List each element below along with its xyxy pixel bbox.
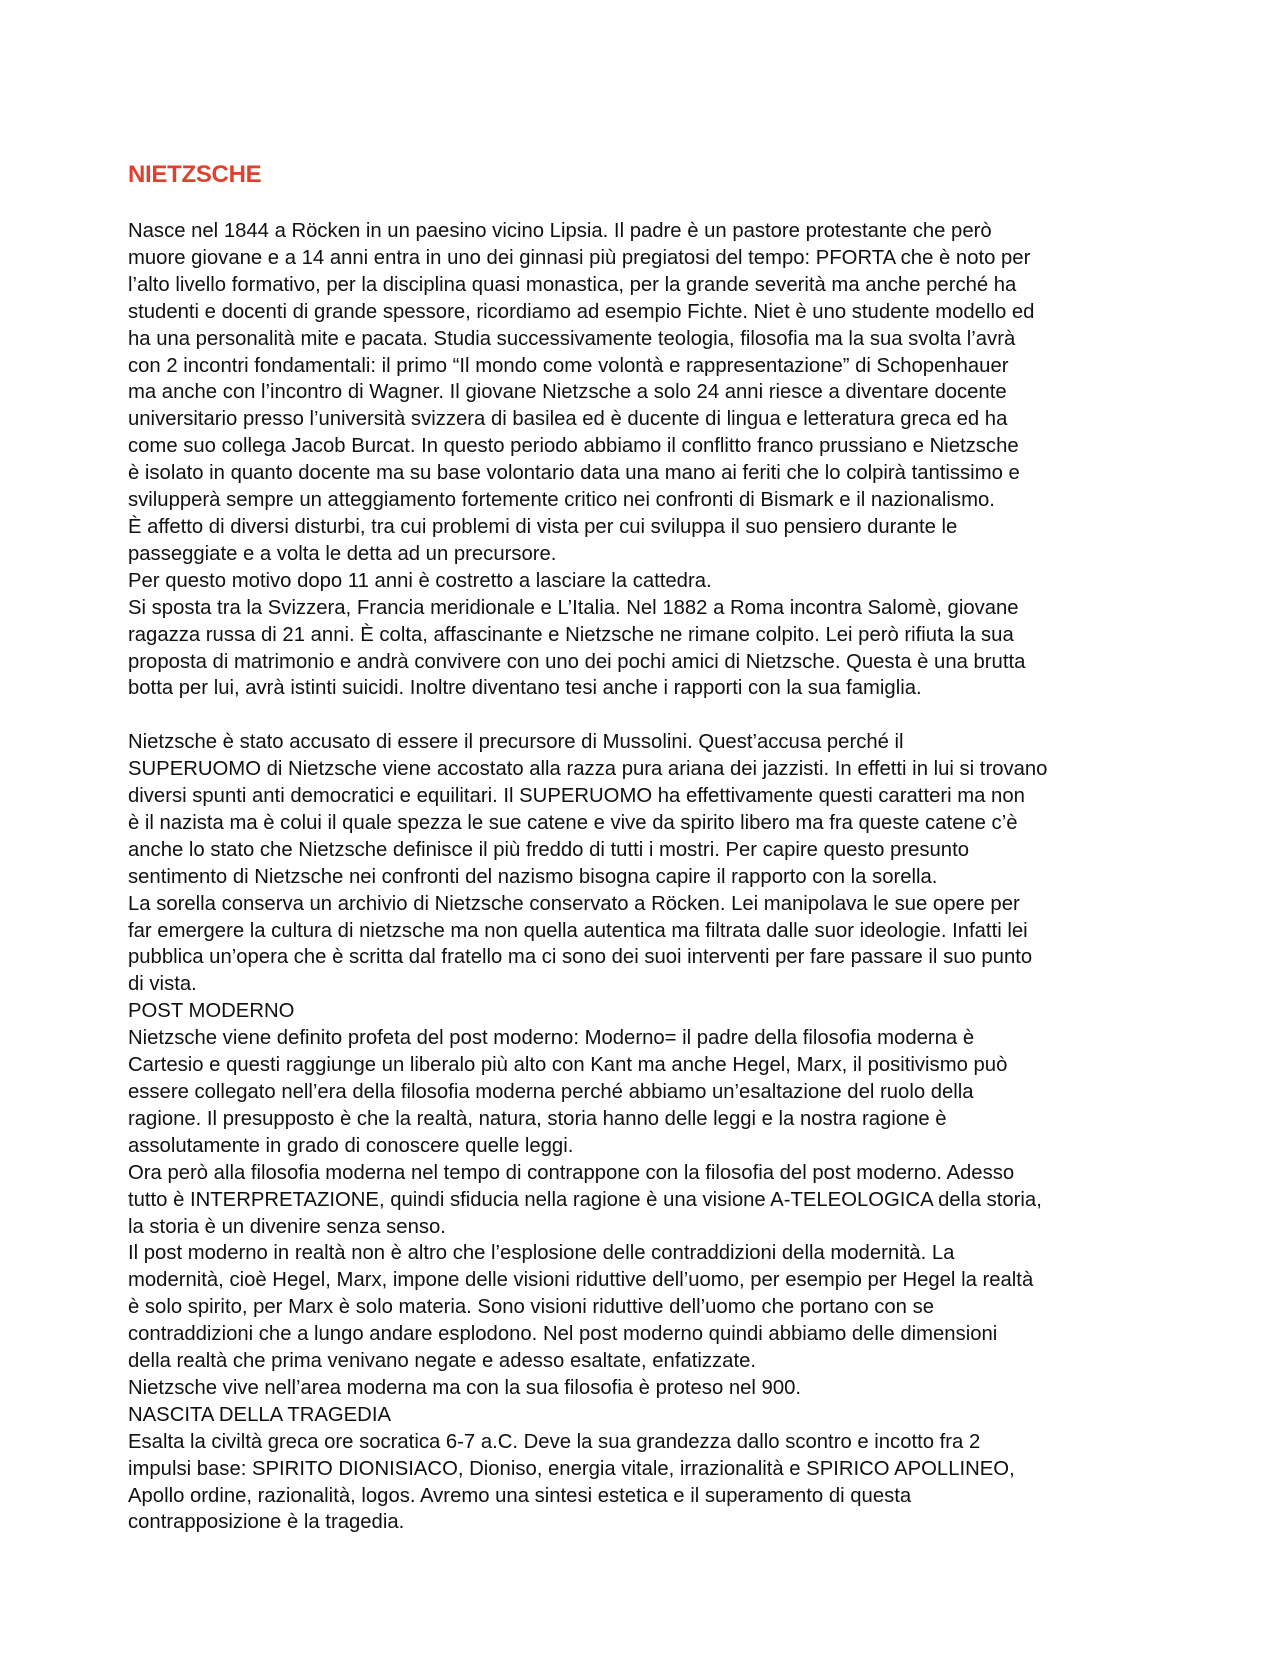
text-line: è il nazista ma è colui il quale spezza le sue catene e vive da spirito libero ma fra queste catene c’è bbox=[128, 811, 1018, 834]
text-line: Esalta la civiltà greca ore socratica 6-7 a.C. Deve la sua grandezza dallo scontro e incotto fra 2 bbox=[128, 1430, 981, 1453]
text-line: come suo collega Jacob Burcat. In questo periodo abbiamo il conflitto franco prussiano e Nietzsche bbox=[128, 435, 1019, 458]
text-line: studenti e docenti di grande spessore, ricordiamo ad esempio Fichte. Niet è uno studente modello ed bbox=[128, 300, 1035, 323]
text-line: impulsi base: SPIRITO DIONISIACO, Dioniso, energia vitale, irrazionalità e SPIRICO APOLLINEO, bbox=[128, 1457, 1015, 1480]
text-line: Si sposta tra la Svizzera, Francia meridionale e L’Italia. Nel 1882 a Roma incontra Salomè, giovane bbox=[128, 596, 1019, 619]
text-line: Il post moderno in realtà non è altro che l’esplosione delle contraddizioni della modernità. La bbox=[128, 1242, 955, 1265]
text-line: è isolato in quanto docente ma su base volontario data una mano ai feriti che lo colpirà tantissimo e bbox=[128, 462, 1020, 485]
text-line: ragione. Il presupposto è che la realtà, natura, storia hanno delle leggi e la nostra ragione è bbox=[128, 1107, 947, 1130]
text-line: di vista. bbox=[128, 973, 197, 996]
text-line: POST MODERNO bbox=[128, 1000, 295, 1023]
document-title: NIETZSCHE bbox=[128, 161, 262, 188]
text-line: l’alto livello formativo, per la disciplina quasi monastica, per la grande severità ma anche perché ha bbox=[128, 273, 1017, 296]
text-line: far emergere la cultura di nietzsche ma non quella autentica ma filtrata dalle suor ideologie. Infatti lei bbox=[128, 919, 1028, 942]
document-text bbox=[128, 218, 1168, 1536]
text-line: della realtà che prima venivano negate e adesso esaltate, enfatizzate. bbox=[128, 1350, 756, 1373]
text-line: la storia è un divenire senza senso. bbox=[128, 1215, 446, 1238]
text-line: NASCITA DELLA TRAGEDIA bbox=[128, 1403, 391, 1426]
text-line: Per questo motivo dopo 11 anni è costretto a lasciare la cattedra. bbox=[128, 569, 712, 592]
text-line: ragazza russa di 21 anni. È colta, affascinante e Nietzsche ne rimane colpito. Lei però rifiuta la sua bbox=[128, 623, 1014, 646]
text-line: ha una personalità mite e pacata. Studia successivamente teologia, filosofia ma la sua svolta l’avrà bbox=[128, 327, 1016, 350]
text-line: modernità, cioè Hegel, Marx, impone delle visioni riduttive dell’uomo, per esempio per Hegel la realtà bbox=[128, 1269, 1034, 1292]
text-line: Nietzsche vive nell’area moderna ma con la sua filosofia è proteso nel 900. bbox=[128, 1376, 802, 1399]
text-line: Apollo ordine, razionalità, logos. Avremo una sintesi estetica e il superamento di questa bbox=[128, 1484, 912, 1507]
document-body bbox=[128, 160, 1168, 1536]
text-line: con 2 incontri fondamentali: il primo “Il mondo come volontà e rappresentazione” di Schopenhauer bbox=[128, 354, 1009, 377]
text-line: Cartesio e questi raggiunge un liberalo più alto con Kant ma anche Hegel, Marx, il positivismo può bbox=[128, 1054, 1008, 1077]
text-line: universitario presso l’università svizzera di basilea ed è ducente di lingua e letteratura greca ed ha bbox=[128, 408, 1008, 431]
text-line: botta per lui, avrà istinti suicidi. Inoltre diventano tesi anche i rapporti con la sua famiglia. bbox=[128, 677, 922, 700]
text-line: Nasce nel 1844 a Röcken in un paesino vicino Lipsia. Il padre è un pastore protestante che però bbox=[128, 220, 992, 242]
text-line: contraddizioni che a lungo andare esplodono. Nel post moderno quindi abbiamo delle dimensioni bbox=[128, 1323, 998, 1346]
text-line: Nietzsche viene definito profeta del post moderno: Moderno= il padre della filosofia moderna è bbox=[128, 1027, 975, 1050]
text-line: La sorella conserva un archivio di Nietzsche conservato a Röcken. Lei manipolava le sue opere per bbox=[128, 892, 1020, 915]
text-line: svilupperà sempre un atteggiamento fortemente critico nei confronti di Bismark e il nazionalismo. bbox=[128, 489, 995, 512]
text-line: sentimento di Nietzsche nei confronti del nazismo bisogna capire il rapporto con la sorella. bbox=[128, 865, 938, 888]
text-line: SUPERUOMO di Nietzsche viene accostato alla razza pura ariana dei jazzisti. In effetti in lui si trovano bbox=[128, 758, 1048, 781]
text-line: Nietzsche è stato accusato di essere il precursore di Mussolini. Quest’accusa perché il bbox=[128, 731, 904, 754]
text-line: È affetto di diversi disturbi, tra cui problemi di vista per cui sviluppa il suo pensiero durante le bbox=[128, 515, 958, 538]
text-line: diversi spunti anti democratici e equilitari. Il SUPERUOMO ha effettivamente questi caratteri ma non bbox=[128, 785, 1025, 808]
text-line: assolutamente in grado di conoscere quelle leggi. bbox=[128, 1134, 574, 1157]
text-line: essere collegato nell’era della filosofia moderna perché abbiamo un’esaltazione del ruolo della bbox=[128, 1080, 974, 1103]
text-line: anche lo stato che Nietzsche definisce il più freddo di tutti i mostri. Per capire questo presunto bbox=[128, 838, 969, 861]
text-line: pubblica un’opera che è scritta dal fratello ma ci sono dei suoi interventi per fare passare il suo punto bbox=[128, 946, 1033, 969]
text-line: Ora però alla filosofia moderna nel tempo di contrappone con la filosofia del post moderno. Adesso bbox=[128, 1161, 1015, 1184]
text-line: proposta di matrimonio e andrà convivere con uno dei pochi amici di Nietzsche. Questa è una brutta bbox=[128, 650, 1026, 673]
text-line: ma anche con l’incontro di Wagner. Il giovane Nietzsche a solo 24 anni riesce a diventare docente bbox=[128, 381, 1007, 404]
blank-line bbox=[128, 702, 1168, 729]
text-line: è solo spirito, per Marx è solo materia. Sono visioni riduttive dell’uomo che portano con se bbox=[128, 1296, 935, 1319]
text-line: passeggiate e a volta le detta ad un precursore. bbox=[128, 542, 557, 565]
text-line: tutto è INTERPRETAZIONE, quindi sfiducia nella ragione è una visione A-TELEOLOGICA della storia, bbox=[128, 1188, 1042, 1211]
text-line: muore giovane e a 14 anni entra in uno dei ginnasi più pregiatosi del tempo: PFORTA che è noto per bbox=[128, 246, 1031, 269]
text-line: contrapposizione è la tragedia. bbox=[128, 1511, 405, 1534]
